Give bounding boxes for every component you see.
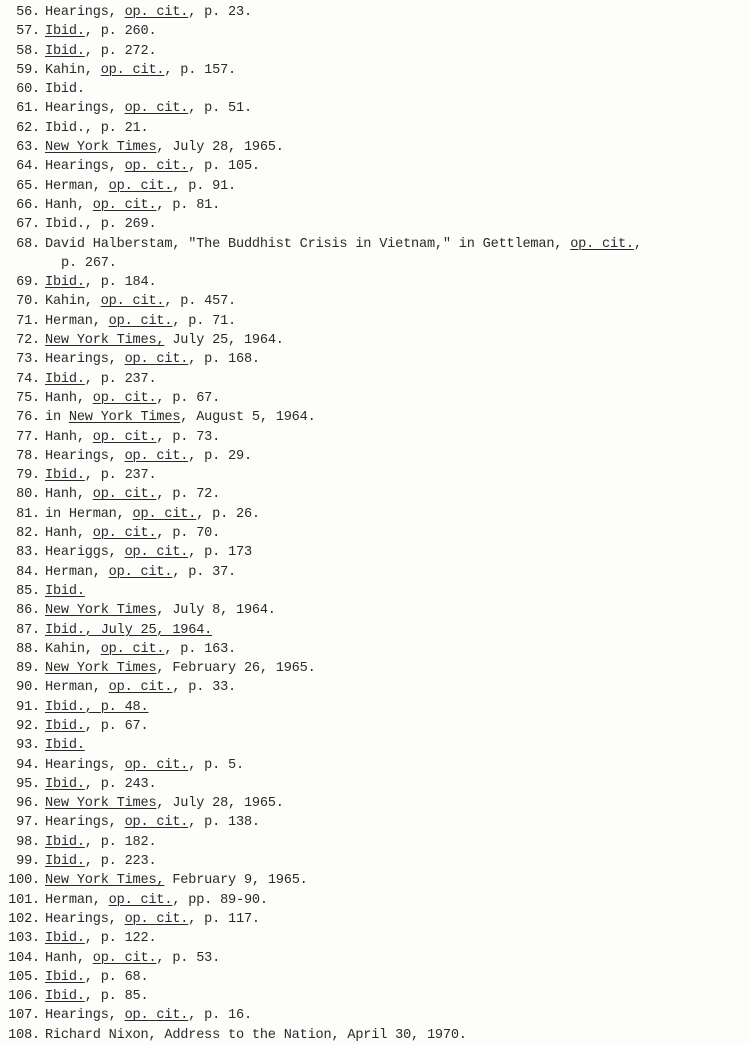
footnote-text [45, 987, 148, 1006]
underlined-citation: New York Times [45, 796, 157, 812]
footnote [6, 1026, 746, 1045]
footnote-text [45, 331, 284, 350]
underlined-citation: op. cit. [124, 5, 189, 20]
citation-text: , p. 91. [172, 178, 237, 194]
underlined-citation: op. cit. [570, 236, 634, 252]
footnote-number: 63. [16, 140, 40, 156]
underlined-citation: op. cit. [124, 815, 189, 831]
underlined-citation: op. cit. [124, 159, 189, 175]
citation-text: in Herman, [45, 506, 133, 522]
footnote-number: 91. [16, 699, 40, 715]
footnote-number: 100. [8, 873, 40, 889]
footnote-text [45, 794, 284, 813]
citation-text: July 25, 1964. [164, 333, 284, 349]
footnote-text [45, 717, 148, 736]
footnote [6, 543, 746, 562]
citation-text: , p. 173 [188, 545, 252, 561]
underlined-citation: Ibid., p. 48. [45, 699, 149, 715]
footnote [6, 428, 746, 447]
underlined-citation: New York Times [45, 603, 157, 619]
footnote [6, 659, 746, 678]
citation-text: , p. 184. [84, 275, 157, 291]
footnote [6, 736, 746, 755]
citation-text: , p. 138. [188, 815, 260, 831]
citation-text: , p. 117. [188, 911, 260, 927]
footnote-text [45, 408, 316, 427]
footnote-number: 107. [8, 1008, 40, 1024]
footnote-text [45, 852, 156, 871]
footnote-number: 85. [16, 583, 40, 599]
footnote [6, 563, 746, 582]
citation-text: , p. 73. [156, 429, 221, 445]
footnote-number: 96. [16, 796, 40, 812]
footnote [6, 524, 746, 543]
footnote [6, 852, 746, 871]
footnote [6, 582, 746, 601]
footnote [6, 331, 746, 350]
citation-text: Heariggs, [45, 545, 125, 561]
footnote [6, 466, 746, 485]
underlined-citation: op. cit. [124, 101, 189, 117]
footnote-text [45, 910, 260, 929]
footnote-number: 70. [16, 294, 40, 310]
citation-text: Hearings, [45, 352, 125, 368]
citation-text: Ibid., p. 21. [45, 120, 149, 136]
footnote [6, 621, 746, 640]
citation-text: , p. 105. [188, 159, 260, 175]
citation-text: Hearings, [45, 448, 125, 464]
footnote-text [45, 949, 220, 968]
citation-text: , p. 81. [156, 197, 221, 213]
footnote-number: 56. [16, 5, 40, 20]
footnote [6, 485, 746, 504]
footnote [6, 389, 746, 408]
footnote-text [45, 698, 148, 717]
underlined-citation: New York Times [45, 140, 157, 156]
footnote [6, 292, 746, 311]
footnote-text [45, 80, 85, 99]
citation-text: , p. 5. [188, 757, 244, 773]
underlined-citation: New York Times [45, 661, 157, 677]
footnote [6, 505, 746, 524]
footnote-text [45, 119, 148, 138]
footnote-number: 83. [16, 545, 40, 561]
footnote-number: 106. [8, 989, 40, 1005]
footnote [6, 447, 746, 466]
citation-text: Hanh, [45, 390, 93, 406]
footnote-text [45, 177, 236, 196]
underlined-citation: op. cit. [100, 641, 165, 657]
footnote-text [45, 736, 85, 755]
citation-text: Hearings, [45, 1008, 125, 1024]
footnote [6, 350, 746, 369]
footnote-text [45, 524, 220, 543]
underlined-citation: op. cit. [124, 448, 189, 464]
footnote-text [45, 543, 252, 562]
underlined-citation: Ibid. [45, 969, 85, 985]
footnote-number: 61. [16, 101, 40, 117]
citation-text: Hanh, [45, 487, 93, 503]
footnote-number: 97. [16, 815, 40, 831]
citation-text: , p. 223. [84, 854, 157, 870]
footnote-number: 99. [16, 854, 40, 870]
footnote [6, 794, 746, 813]
footnote [6, 775, 746, 794]
footnote-text [45, 929, 156, 948]
footnote [6, 177, 746, 196]
footnote-number: 108. [8, 1027, 40, 1043]
footnote-text [45, 61, 236, 80]
citation-text: , p. 157. [164, 62, 236, 78]
underlined-citation: op. cit. [108, 313, 173, 329]
footnote-text [45, 235, 642, 254]
footnote [6, 910, 746, 929]
citation-text: , p. 168. [188, 352, 260, 368]
footnote-continuation [6, 254, 746, 273]
footnote [6, 99, 746, 118]
footnote-text [45, 601, 276, 620]
footnote [6, 929, 746, 948]
footnote-text [45, 42, 156, 61]
citation-text: , p. 85. [84, 989, 149, 1005]
underlined-citation: op. cit. [100, 62, 165, 78]
footnote-text [45, 871, 308, 890]
citation-text: Kahin, [45, 294, 101, 310]
citation-text: , p. 457. [164, 294, 236, 310]
footnote [6, 215, 746, 234]
footnote-text [61, 254, 117, 273]
citation-text: , p. 33. [172, 680, 237, 696]
underlined-citation: Ibid. [45, 738, 85, 754]
footnote-number: 58. [16, 43, 40, 59]
citation-text: , p. 122. [84, 931, 157, 947]
footnote-text [45, 447, 252, 466]
footnote-number: 59. [16, 62, 40, 78]
footnote-number: 78. [16, 448, 40, 464]
footnote-number: 79. [16, 468, 40, 484]
citation-text: , p. 26. [196, 506, 260, 522]
citation-text: Herman, [45, 178, 109, 194]
footnote-text [45, 621, 212, 640]
underlined-citation: Ibid. [45, 371, 85, 387]
citation-text: Richard Nixon, Address to the Nation, April 30, 1970. [45, 1027, 467, 1043]
footnote [6, 61, 746, 80]
footnote-number: 75. [16, 390, 40, 406]
footnote-text [45, 428, 220, 447]
underlined-citation: op. cit. [92, 197, 157, 213]
footnote-text [45, 1026, 467, 1045]
footnote [6, 1006, 746, 1025]
footnote [6, 678, 746, 697]
citation-text: p. 267. [61, 255, 117, 271]
footnote-text [45, 813, 260, 832]
footnote-text [45, 678, 236, 697]
citation-text: , p. 53. [156, 950, 221, 966]
citation-text: Hearings, [45, 5, 125, 20]
footnote-number: 68. [16, 236, 40, 252]
underlined-citation: Ibid., July 25, 1964. [45, 622, 213, 638]
citation-text: Herman, [45, 564, 109, 580]
footnote [6, 717, 746, 736]
footnote-text [45, 215, 156, 234]
footnote-number: 104. [8, 950, 40, 966]
citation-text: Hearings, [45, 159, 125, 175]
citation-text: Herman, [45, 680, 109, 696]
citation-text: , p. 16. [188, 1008, 252, 1024]
footnote-number: 105. [8, 969, 40, 985]
footnote-text [45, 756, 244, 775]
citation-text: David Halberstam, "The Buddhist Crisis in Vietnam," in Gettleman, [45, 236, 571, 252]
footnote-number: 77. [16, 429, 40, 445]
footnote [6, 601, 746, 620]
citation-text: , p. 23. [188, 5, 252, 20]
footnote-number: 93. [16, 738, 40, 754]
underlined-citation: op. cit. [92, 526, 157, 542]
underlined-citation: op. cit. [124, 757, 189, 773]
footnote [6, 949, 746, 968]
citation-text: , p. 71. [172, 313, 237, 329]
underlined-citation: New York Times, [45, 333, 165, 349]
footnote-number: 81. [16, 506, 40, 522]
footnote-number: 74. [16, 371, 40, 387]
footnote-text [45, 196, 220, 215]
citation-text: , p. 163. [164, 641, 236, 657]
underlined-citation: op. cit. [100, 294, 165, 310]
underlined-citation: op. cit. [132, 506, 197, 522]
footnote-list [6, 3, 746, 1045]
footnote-text [45, 3, 252, 22]
underlined-citation: Ibid. [45, 43, 85, 59]
footnote-number: 98. [16, 834, 40, 850]
citation-text: , July 28, 1965. [156, 140, 284, 156]
citation-text: Hearings, [45, 757, 125, 773]
footnote [6, 119, 746, 138]
footnote-text [45, 485, 220, 504]
footnote-text [45, 640, 236, 659]
citation-text: , July 28, 1965. [156, 796, 284, 812]
underlined-citation: op. cit. [92, 429, 157, 445]
underlined-citation: op. cit. [124, 1008, 189, 1024]
underlined-citation: op. cit. [92, 950, 157, 966]
footnote [6, 22, 746, 41]
footnote-text [45, 891, 268, 910]
footnote-number: 89. [16, 661, 40, 677]
citation-text: , p. 67. [84, 718, 149, 734]
underlined-citation: New York Times [68, 410, 181, 426]
footnote [6, 968, 746, 987]
underlined-citation: op. cit. [124, 545, 189, 561]
citation-text: in [45, 410, 69, 426]
citation-text: , [633, 236, 642, 252]
footnote-number: 62. [16, 120, 40, 136]
footnote-text [45, 312, 236, 331]
footnote [6, 3, 746, 22]
footnote-text [45, 370, 156, 389]
citation-text: Hanh, [45, 950, 93, 966]
citation-text: Hearings, [45, 101, 125, 117]
citation-text: , p. 29. [188, 448, 252, 464]
footnote-number: 72. [16, 333, 40, 349]
footnote-text [45, 389, 220, 408]
footnote-text [45, 292, 236, 311]
citation-text: Hearings, [45, 815, 125, 831]
underlined-citation: Ibid. [45, 776, 85, 792]
footnote-text [45, 775, 156, 794]
underlined-citation: New York Times, [45, 873, 165, 889]
underlined-citation: op. cit. [92, 390, 157, 406]
citation-text: , February 26, 1965. [156, 661, 316, 677]
citation-text: , p. 260. [84, 24, 157, 40]
footnote-text [45, 1006, 252, 1025]
underlined-citation: Ibid. [45, 834, 85, 850]
footnote-text [45, 138, 284, 157]
footnote-number: 60. [16, 82, 40, 98]
citation-text: Hanh, [45, 429, 93, 445]
footnote [6, 80, 746, 99]
citation-text: , pp. 89-90. [172, 892, 268, 908]
footnote-text [45, 582, 85, 601]
footnote-text [45, 22, 156, 41]
footnote-text [45, 350, 260, 369]
underlined-citation: op. cit. [108, 178, 173, 194]
footnote-number: 80. [16, 487, 40, 503]
citation-text: , p. 51. [188, 101, 252, 117]
footnote-text [45, 505, 260, 524]
citation-text: February 9, 1965. [164, 873, 308, 889]
underlined-citation: op. cit. [108, 564, 173, 580]
citation-text: Hearings, [45, 911, 125, 927]
underlined-citation: op. cit. [124, 352, 189, 368]
footnote-number: 57. [16, 24, 40, 40]
footnote-number: 103. [8, 931, 40, 947]
footnote-number: 71. [16, 313, 40, 329]
footnote [6, 42, 746, 61]
footnote-number: 86. [16, 603, 40, 619]
citation-text: , p. 70. [156, 526, 221, 542]
footnote-text [45, 99, 252, 118]
footnote-number: 82. [16, 526, 40, 542]
underlined-citation: Ibid. [45, 583, 85, 599]
footnote-number: 101. [8, 892, 40, 908]
citation-text: Ibid. [45, 82, 85, 98]
citation-text: Hanh, [45, 197, 93, 213]
footnote [6, 235, 746, 254]
citation-text: Herman, [45, 313, 109, 329]
footnote-number: 66. [16, 197, 40, 213]
citation-text: , August 5, 1964. [180, 410, 316, 426]
underlined-citation: op. cit. [108, 680, 173, 696]
footnote-number: 69. [16, 275, 40, 291]
footnote [6, 640, 746, 659]
footnote-number: 90. [16, 680, 40, 696]
underlined-citation: Ibid. [45, 718, 85, 734]
underlined-citation: Ibid. [45, 24, 85, 40]
citation-text: , p. 68. [84, 969, 149, 985]
underlined-citation: op. cit. [124, 911, 189, 927]
citation-text: , p. 67. [156, 390, 221, 406]
footnote-number: 73. [16, 352, 40, 368]
footnote [6, 756, 746, 775]
underlined-citation: op. cit. [108, 892, 173, 908]
footnote-number: 94. [16, 757, 40, 773]
footnote-number: 64. [16, 159, 40, 175]
citation-text: Herman, [45, 892, 109, 908]
underlined-citation: Ibid. [45, 275, 85, 291]
footnote-number: 76. [16, 410, 40, 426]
citation-text: Hanh, [45, 526, 93, 542]
citation-text: , p. 37. [172, 564, 237, 580]
footnote [6, 698, 746, 717]
footnote [6, 987, 746, 1006]
footnote-text [45, 466, 156, 485]
underlined-citation: Ibid. [45, 931, 85, 947]
citation-text: Kahin, [45, 641, 101, 657]
footnote-number: 88. [16, 641, 40, 657]
footnote [6, 408, 746, 427]
footnote-number: 95. [16, 776, 40, 792]
citation-text: , p. 237. [84, 371, 157, 387]
footnote-text [45, 563, 236, 582]
footnote [6, 891, 746, 910]
citation-text: , p. 72. [156, 487, 221, 503]
footnote-text [45, 659, 316, 678]
footnote [6, 273, 746, 292]
footnote [6, 871, 746, 890]
citation-text: , p. 237. [84, 468, 157, 484]
footnote [6, 370, 746, 389]
footnote-number: 84. [16, 564, 40, 580]
footnote-number: 65. [16, 178, 40, 194]
footnote-text [45, 273, 156, 292]
footnote [6, 833, 746, 852]
citation-text: Ibid., p. 269. [45, 217, 157, 233]
citation-text: Kahin, [45, 62, 101, 78]
footnote-number: 67. [16, 217, 40, 233]
underlined-citation: op. cit. [92, 487, 157, 503]
footnote [6, 157, 746, 176]
footnote-text [45, 157, 260, 176]
footnote-number: 92. [16, 718, 40, 734]
citation-text: , p. 182. [84, 834, 157, 850]
footnote [6, 312, 746, 331]
citation-text: , July 8, 1964. [156, 603, 276, 619]
footnote [6, 138, 746, 157]
footnote [6, 196, 746, 215]
footnote-text [45, 968, 148, 987]
footnote-number: 87. [16, 622, 40, 638]
footnote-number: 102. [8, 911, 40, 927]
citation-text: , p. 243. [84, 776, 157, 792]
footnote-text [45, 833, 156, 852]
underlined-citation: Ibid. [45, 989, 85, 1005]
underlined-citation: Ibid. [45, 854, 85, 870]
citation-text: , p. 272. [84, 43, 157, 59]
underlined-citation: Ibid. [45, 468, 85, 484]
footnote [6, 813, 746, 832]
